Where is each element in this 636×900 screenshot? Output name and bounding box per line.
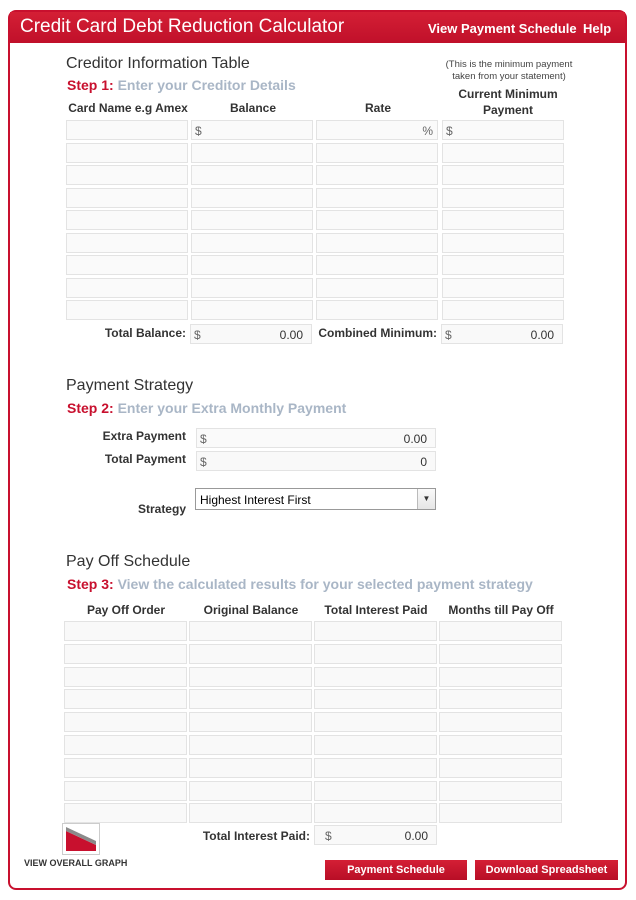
card-name-input[interactable] (66, 143, 188, 163)
step-2-heading (67, 400, 346, 416)
currency-symbol: $ (325, 829, 332, 843)
step-3-description: View the calculated results for your selected payment strategy (117, 576, 533, 592)
currency-symbol: $ (446, 124, 453, 138)
original-balance-cell (189, 781, 312, 801)
header-bar (10, 12, 625, 43)
rate-input[interactable] (316, 210, 438, 230)
original-balance-cell (189, 621, 312, 641)
months-till-pay-off-cell (439, 689, 562, 709)
pay-off-order-cell (64, 803, 187, 823)
col-rate: Rate (364, 101, 391, 115)
pay-off-order-cell (64, 758, 187, 778)
card-name-input[interactable] (66, 233, 188, 253)
total-interest-paid-field (314, 825, 437, 845)
col-total-interest-paid: Total Interest Paid (324, 603, 428, 617)
original-balance-cell (189, 803, 312, 823)
col-current-minimum: Current Minimum Payment (458, 87, 558, 117)
original-balance-cell (189, 758, 312, 778)
original-balance-cell (189, 667, 312, 687)
card-name-input[interactable] (66, 188, 188, 208)
payment-schedule-button[interactable]: Payment Schedule (325, 860, 467, 880)
pay-off-order-cell (64, 621, 187, 641)
months-till-pay-off-cell (439, 712, 562, 732)
strategy-selected-value: Highest Interest First (200, 493, 311, 507)
rate-input[interactable] (316, 143, 438, 163)
minimum-payment-input[interactable] (442, 255, 564, 275)
col-card-name: Card Name e.g Amex (68, 101, 188, 115)
minimum-payment-input[interactable] (442, 165, 564, 185)
strategy-section-title: Payment Strategy (66, 377, 194, 394)
rate-input[interactable] (316, 300, 438, 320)
total-interest-paid-cell (314, 781, 437, 801)
balance-input[interactable] (191, 143, 313, 163)
pay-off-order-cell (64, 781, 187, 801)
balance-input[interactable] (191, 210, 313, 230)
download-spreadsheet-button[interactable]: Download Spreadsheet (475, 860, 618, 880)
total-interest-paid-cell (314, 735, 437, 755)
months-till-pay-off-cell (439, 621, 562, 641)
chevron-down-icon[interactable]: ▼ (417, 489, 435, 509)
card-name-input[interactable] (66, 300, 188, 320)
minimum-payment-note: (This is the minimum payment taken from your statement) (445, 59, 573, 82)
step-1-description: Enter your Creditor Details (117, 77, 296, 93)
months-till-pay-off-cell (439, 803, 562, 823)
balance-input[interactable] (191, 255, 313, 275)
minimum-payment-input[interactable] (442, 210, 564, 230)
card-name-input[interactable] (66, 120, 188, 140)
col-months-till-pay-off: Months till Pay Off (448, 603, 554, 617)
original-balance-cell (189, 712, 312, 732)
percent-symbol: % (422, 124, 433, 138)
pay-off-order-cell (64, 712, 187, 732)
rate-input[interactable] (316, 233, 438, 253)
card-name-input[interactable] (66, 255, 188, 275)
balance-input[interactable] (191, 120, 313, 140)
card-name-input[interactable] (66, 210, 188, 230)
creditor-section-title: Creditor Information Table (66, 55, 250, 72)
months-till-pay-off-cell (439, 781, 562, 801)
view-payment-schedule-link[interactable]: View Payment Schedule (428, 21, 577, 36)
extra-payment-value: 0.00 (403, 432, 427, 446)
col-pay-off-order: Pay Off Order (86, 603, 166, 617)
step-3-number: Step 3: (67, 576, 114, 592)
total-balance-field (190, 324, 312, 344)
months-till-pay-off-cell (439, 644, 562, 664)
total-interest-paid-cell (314, 667, 437, 687)
months-till-pay-off-cell (439, 758, 562, 778)
step-2-number: Step 2: (67, 400, 114, 416)
strategy-label: Strategy (137, 502, 186, 516)
pay-off-order-cell (64, 689, 187, 709)
minimum-payment-input[interactable] (442, 278, 564, 298)
original-balance-cell (189, 644, 312, 664)
total-interest-paid-cell (314, 758, 437, 778)
pay-off-order-cell (64, 644, 187, 664)
total-interest-paid-cell (314, 621, 437, 641)
graph-icon[interactable] (62, 823, 100, 855)
currency-symbol: $ (445, 328, 452, 342)
combined-minimum-label: Combined Minimum: (318, 326, 437, 340)
rate-input[interactable] (316, 120, 438, 140)
original-balance-cell (189, 689, 312, 709)
pay-off-order-cell (64, 735, 187, 755)
currency-symbol: $ (195, 124, 202, 138)
rate-input[interactable] (316, 278, 438, 298)
extra-payment-label: Extra Payment (102, 429, 186, 443)
minimum-payment-input[interactable] (442, 233, 564, 253)
total-balance-value: 0.00 (279, 328, 303, 342)
step-1-heading (67, 77, 296, 93)
balance-input[interactable] (191, 300, 313, 320)
balance-input[interactable] (191, 233, 313, 253)
app-title: Credit Card Debt Reduction Calculator (20, 16, 345, 37)
minimum-payment-input[interactable] (442, 120, 564, 140)
combined-minimum-field (441, 324, 563, 344)
currency-symbol: $ (200, 455, 207, 469)
currency-symbol: $ (200, 432, 207, 446)
total-interest-paid-cell (314, 712, 437, 732)
minimum-payment-input[interactable] (442, 143, 564, 163)
col-balance: Balance (229, 101, 277, 115)
col-original-balance: Original Balance (203, 603, 299, 617)
total-payment-field (196, 451, 436, 471)
pay-off-order-cell (64, 667, 187, 687)
minimum-payment-input[interactable] (442, 188, 564, 208)
rate-input[interactable] (316, 165, 438, 185)
rate-input[interactable] (316, 188, 438, 208)
total-balance-label: Total Balance: (104, 326, 186, 340)
total-payment-value: 0 (420, 455, 427, 469)
extra-payment-input[interactable] (196, 428, 436, 448)
balance-input[interactable] (191, 188, 313, 208)
view-overall-graph-link[interactable]: VIEW OVERALL GRAPH (24, 858, 128, 868)
total-interest-paid-label: Total Interest Paid: (202, 829, 310, 843)
step-3-heading (67, 576, 533, 592)
minimum-payment-input[interactable] (442, 300, 564, 320)
balance-input[interactable] (191, 165, 313, 185)
total-interest-paid-cell (314, 689, 437, 709)
step-1-number: Step 1: (67, 77, 114, 93)
total-payment-label: Total Payment (104, 452, 186, 466)
rate-input[interactable] (316, 255, 438, 275)
strategy-select[interactable] (195, 488, 436, 510)
total-interest-paid-cell (314, 644, 437, 664)
card-name-input[interactable] (66, 278, 188, 298)
currency-symbol: $ (194, 328, 201, 342)
months-till-pay-off-cell (439, 667, 562, 687)
original-balance-cell (189, 735, 312, 755)
balance-input[interactable] (191, 278, 313, 298)
card-name-input[interactable] (66, 165, 188, 185)
combined-minimum-value: 0.00 (530, 328, 554, 342)
months-till-pay-off-cell (439, 735, 562, 755)
total-interest-paid-value: 0.00 (404, 829, 428, 843)
help-link[interactable]: Help (583, 21, 612, 36)
schedule-section-title: Pay Off Schedule (66, 553, 191, 570)
step-2-description: Enter your Extra Monthly Payment (117, 400, 347, 416)
total-interest-paid-cell (314, 803, 437, 823)
